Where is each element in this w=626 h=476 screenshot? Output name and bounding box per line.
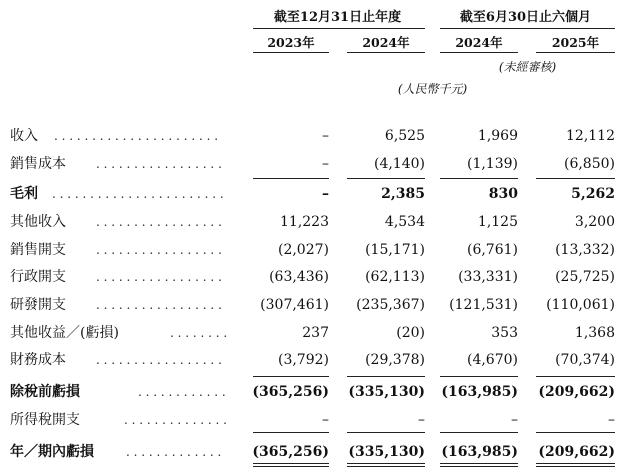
row-label: 銷售成本 — [10, 156, 66, 172]
leader-dots: . . . . . . . . — [170, 326, 228, 340]
year-rule-4 — [536, 52, 615, 53]
cell-value: (20) — [396, 325, 425, 341]
cell-value: (4,140) — [373, 156, 425, 172]
table-row — [0, 238, 626, 262]
pretax-rule-4 — [536, 376, 615, 377]
cell-value: (163,985) — [441, 384, 518, 400]
cell-value: (63,436) — [269, 269, 329, 285]
cell-value: (33,331) — [458, 269, 518, 285]
table-row — [0, 348, 626, 372]
cell-value: 353 — [491, 325, 518, 341]
cell-value: (4,670) — [466, 352, 518, 368]
leader-dots: . . . . . . . . . . . . . . . . . . . . . . . — [52, 187, 224, 201]
cell-value: (121,531) — [449, 297, 518, 313]
total-double-rule-3 — [440, 463, 518, 467]
cell-value: – — [322, 186, 329, 202]
cell-value: (29,378) — [365, 352, 425, 368]
tax-rule-2 — [347, 432, 425, 433]
cell-value: 1,368 — [574, 325, 615, 341]
cell-value: (15,171) — [365, 242, 425, 258]
row-label: 年／期內虧損 — [10, 444, 94, 460]
table-row — [0, 265, 626, 289]
table-row — [0, 182, 626, 206]
leader-dots: . . . . . . . . . . . . . . — [124, 413, 227, 427]
cell-value: (365,256) — [252, 444, 329, 460]
cell-value: (209,662) — [538, 444, 615, 460]
leader-dots: . . . . . . . . . . . . — [138, 385, 226, 399]
leader-dots: . . . . . . . . . . . . . . . . . — [96, 298, 222, 312]
cell-value: (6,850) — [563, 156, 615, 172]
table-row — [0, 408, 626, 432]
cell-value: – — [322, 128, 329, 144]
leader-dots: . . . . . . . . . . . . . . . . . . . . . . — [54, 129, 219, 143]
header-rule-fy — [253, 28, 425, 29]
year-col-2: 2024年 — [362, 35, 410, 50]
cell-value: 4,534 — [384, 214, 425, 230]
cell-value: 5,262 — [571, 186, 615, 202]
cell-value: – — [322, 412, 329, 428]
year-col-1: 2023年 — [267, 35, 315, 50]
cell-value: 12,112 — [566, 128, 615, 144]
cell-value: (307,461) — [260, 297, 329, 313]
cell-value: 1,969 — [477, 128, 518, 144]
header-fiscal-year: 截至12月31日止年度 — [273, 10, 402, 25]
cell-value: (13,332) — [555, 242, 615, 258]
unaudited-note: (未經審核) — [498, 60, 557, 74]
cell-value: (1,139) — [466, 156, 518, 172]
cell-value: (2,027) — [277, 242, 329, 258]
year-col-4: 2025年 — [551, 35, 600, 50]
leader-dots: . . . . . . . . . . . . . . . . . — [96, 157, 222, 171]
table-row — [0, 321, 626, 345]
cell-value: (62,113) — [365, 269, 425, 285]
header-rule-h1 — [440, 28, 615, 29]
cell-value: (6,761) — [466, 242, 518, 258]
leader-dots: . . . . . . . . . . . . . — [126, 445, 222, 459]
cell-value: 6,525 — [384, 128, 425, 144]
cell-value: (235,367) — [356, 297, 425, 313]
table-row — [0, 124, 626, 148]
cell-value: (365,256) — [252, 384, 329, 400]
table-row — [0, 293, 626, 317]
row-label: 其他收入 — [10, 214, 66, 230]
cell-value: – — [511, 412, 518, 428]
unit-note: (人民幣千元) — [397, 82, 468, 96]
pretax-rule-2 — [347, 376, 425, 377]
row-label: 所得稅開支 — [10, 412, 80, 428]
cell-value: (110,061) — [546, 297, 615, 313]
table-row — [0, 380, 626, 404]
table-row — [0, 440, 626, 464]
leader-dots: . . . . . . . . . . . . . . . . . — [96, 270, 222, 284]
table-row — [0, 210, 626, 234]
cell-value: 1,125 — [477, 214, 518, 230]
year-rule-2 — [347, 52, 425, 53]
total-double-rule-1 — [253, 463, 329, 467]
subtotal-rule-2 — [347, 178, 425, 179]
header-six-months: 截至6月30日止六個月 — [459, 10, 592, 25]
total-double-rule-4 — [536, 463, 615, 467]
row-label: 行政開支 — [10, 269, 66, 285]
cell-value: (209,662) — [538, 384, 615, 400]
cell-value: 3,200 — [574, 214, 615, 230]
cell-value: (25,725) — [555, 269, 615, 285]
cell-value: (3,792) — [277, 352, 329, 368]
pretax-rule-1 — [253, 376, 329, 377]
cell-value: 237 — [302, 325, 329, 341]
cell-value: 11,223 — [280, 214, 329, 230]
row-label: 銷售開支 — [10, 242, 66, 258]
row-label: 收入 — [10, 128, 38, 144]
row-label: 毛利 — [10, 186, 38, 202]
total-double-rule-2 — [347, 463, 425, 467]
cell-value: 830 — [488, 186, 518, 202]
row-label: 其他收益／(虧損) — [10, 325, 119, 341]
cell-value: (335,130) — [348, 444, 425, 460]
cell-value: (163,985) — [441, 444, 518, 460]
pretax-rule-3 — [440, 376, 518, 377]
cell-value: (70,374) — [555, 352, 615, 368]
row-label: 財務成本 — [10, 352, 66, 368]
year-rule-1 — [253, 52, 329, 53]
year-col-3: 2024年 — [455, 35, 503, 50]
leader-dots: . . . . . . . . . . . . . . . . . — [96, 215, 222, 229]
tax-rule-4 — [536, 432, 615, 433]
row-label: 研發開支 — [10, 297, 66, 313]
tax-rule-3 — [440, 432, 518, 433]
subtotal-rule-1 — [253, 178, 329, 179]
cell-value: (335,130) — [348, 384, 425, 400]
cell-value: – — [608, 412, 615, 428]
row-label: 除稅前虧損 — [10, 384, 80, 400]
leader-dots: . . . . . . . . . . . . . . . . . — [96, 353, 222, 367]
table-row — [0, 152, 626, 176]
cell-value: – — [322, 156, 329, 172]
leader-dots: . . . . . . . . . . . . . . . . . — [96, 243, 222, 257]
tax-rule-1 — [253, 432, 329, 433]
cell-value: – — [418, 412, 425, 428]
cell-value: 2,385 — [381, 186, 425, 202]
subtotal-rule-4 — [536, 178, 615, 179]
year-rule-3 — [440, 52, 518, 53]
subtotal-rule-3 — [440, 178, 518, 179]
